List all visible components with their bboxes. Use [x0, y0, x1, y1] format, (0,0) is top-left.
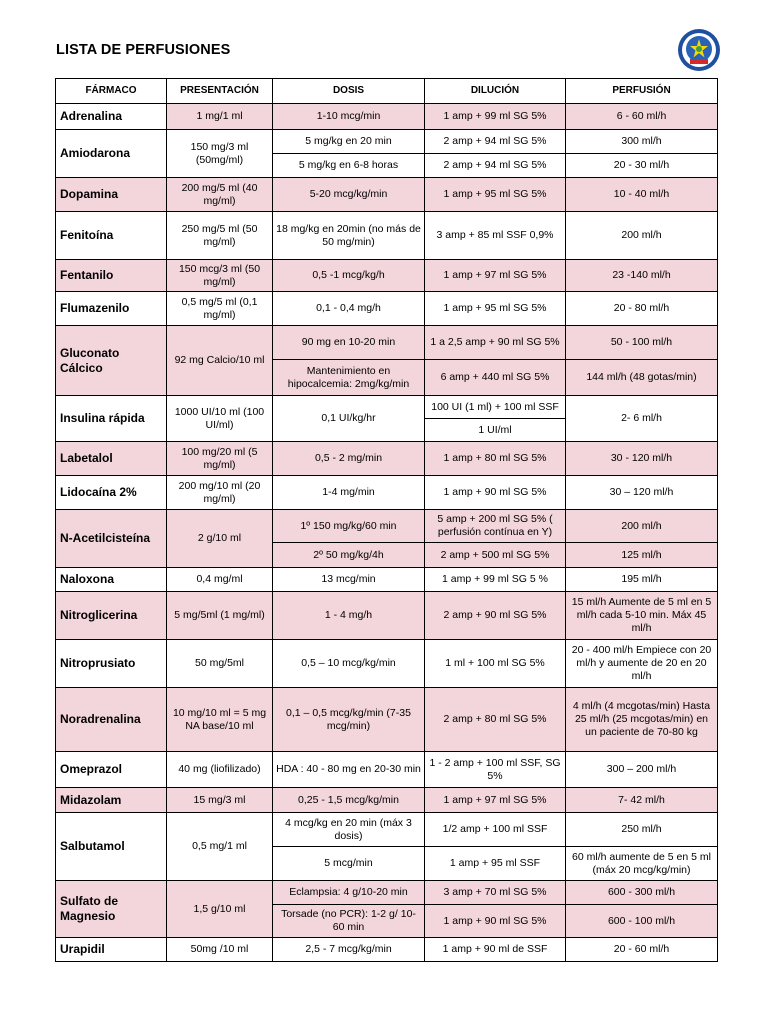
dilution-cell: 3 amp + 85 ml SSF 0,9%	[425, 212, 566, 260]
dilution-cell: 1 amp + 99 ml SG 5%	[425, 104, 566, 130]
header-dosis: DOSIS	[273, 79, 425, 104]
dose-cell: 5-20 mcg/kg/min	[273, 178, 425, 212]
drug-name: Insulina rápida	[56, 396, 167, 442]
drug-name: Fentanilo	[56, 260, 167, 292]
presentation-cell: 200 mg/10 ml (20 mg/ml)	[167, 476, 273, 510]
drug-name: Amiodarona	[56, 130, 167, 178]
dilution-cell: 2 amp + 500 ml SG 5%	[425, 543, 566, 568]
table-row	[56, 212, 718, 260]
table-row	[56, 442, 718, 476]
dilution-cell: 6 amp + 440 ml SG 5%	[425, 360, 566, 396]
drug-name: Flumazenilo	[56, 292, 167, 326]
dose-cell: 4 mcg/kg en 20 min (máx 3 dosis)	[273, 813, 425, 847]
perfusion-cell: 200 ml/h	[566, 212, 718, 260]
dilution-cell: 1 amp + 97 ml SG 5%	[425, 788, 566, 813]
dose-cell: 0,5 -1 mcg/kg/h	[273, 260, 425, 292]
perfusion-cell: 300 – 200 ml/h	[566, 752, 718, 788]
dose-cell: Torsade (no PCR): 1-2 g/ 10-60 min	[273, 905, 425, 938]
drug-name: Naloxona	[56, 568, 167, 592]
perfusion-cell: 125 ml/h	[566, 543, 718, 568]
dose-cell: 90 mg en 10-20 min	[273, 326, 425, 360]
dilution-cell: 1 - 2 amp + 100 ml SSF, SG 5%	[425, 752, 566, 788]
drug-name: Urapidil	[56, 938, 167, 962]
dose-cell: 18 mg/kg en 20min (no más de 50 mg/min)	[273, 212, 425, 260]
dose-cell: 13 mcg/min	[273, 568, 425, 592]
drug-name: Sulfato de Magnesio	[56, 881, 167, 938]
perfusion-cell: 10 - 40 ml/h	[566, 178, 718, 212]
page-title: LISTA DE PERFUSIONES	[56, 42, 231, 58]
table-row	[56, 813, 718, 847]
dose-cell: 2,5 - 7 mcg/kg/min	[273, 938, 425, 962]
dilution-cell: 1 UI/ml	[425, 419, 566, 442]
dilution-cell: 1 amp + 99 ml SG 5 %	[425, 568, 566, 592]
table-row	[56, 178, 718, 212]
perfusion-cell: 200 ml/h	[566, 510, 718, 543]
dose-cell: Eclampsia: 4 g/10-20 min	[273, 881, 425, 905]
dilution-cell: 2 amp + 94 ml SG 5%	[425, 154, 566, 178]
header-farmaco: FÁRMACO	[56, 79, 167, 104]
header-dilucion: DILUCIÓN	[425, 79, 566, 104]
dose-cell: 5 mg/kg en 20 min	[273, 130, 425, 154]
table-row	[56, 104, 718, 130]
dilution-cell: 1 amp + 95 ml SG 5%	[425, 292, 566, 326]
table-row	[56, 592, 718, 640]
presentation-cell: 2 g/10 ml	[167, 510, 273, 568]
table-row	[56, 510, 718, 543]
dose-cell: 2º 50 mg/kg/4h	[273, 543, 425, 568]
drug-name: Salbutamol	[56, 813, 167, 881]
drug-name: Midazolam	[56, 788, 167, 813]
table-row	[56, 292, 718, 326]
perfusion-cell: 6 - 60 ml/h	[566, 104, 718, 130]
drug-name: Omeprazol	[56, 752, 167, 788]
perfusion-cell: 50 - 100 ml/h	[566, 326, 718, 360]
drug-name: N-Acetilcisteína	[56, 510, 167, 568]
dilution-cell: 1 ml + 100 ml SG 5%	[425, 640, 566, 688]
drug-name: Noradrenalina	[56, 688, 167, 752]
perfusion-cell: 30 - 120 ml/h	[566, 442, 718, 476]
table-row	[56, 788, 718, 813]
presentation-cell: 150 mg/3 ml (50mg/ml)	[167, 130, 273, 178]
perfusion-cell: 20 - 80 ml/h	[566, 292, 718, 326]
drug-name: Lidocaína 2%	[56, 476, 167, 510]
dose-cell: 0,1 - 0,4 mg/h	[273, 292, 425, 326]
header-presentacion: PRESENTACIÓN	[167, 79, 273, 104]
perfusion-cell: 20 - 400 ml/h Empiece con 20 ml/h y aumente de 20 en 20 ml/h	[566, 640, 718, 688]
drug-name: Nitroglicerina	[56, 592, 167, 640]
perfusion-cell: 600 - 100 ml/h	[566, 905, 718, 938]
perfusion-cell: 23 -140 ml/h	[566, 260, 718, 292]
dilution-cell: 1/2 amp + 100 ml SSF	[425, 813, 566, 847]
table-row	[56, 568, 718, 592]
dose-cell: 0,1 – 0,5 mcg/kg/min (7-35 mcg/min)	[273, 688, 425, 752]
presentation-cell: 200 mg/5 ml (40 mg/ml)	[167, 178, 273, 212]
perfusion-cell: 30 – 120 ml/h	[566, 476, 718, 510]
presentation-cell: 0,4 mg/ml	[167, 568, 273, 592]
dilution-cell: 1 a 2,5 amp + 90 ml SG 5%	[425, 326, 566, 360]
hospital-seal-icon	[677, 28, 721, 72]
dose-cell: 0,5 – 10 mcg/kg/min	[273, 640, 425, 688]
dilution-cell: 1 amp + 90 ml SG 5%	[425, 476, 566, 510]
perfusion-cell: 20 - 60 ml/h	[566, 938, 718, 962]
drug-name: Gluconato Cálcico	[56, 326, 167, 396]
header-perfusion: PERFUSIÓN	[566, 79, 718, 104]
table-row	[56, 640, 718, 688]
presentation-cell: 50 mg/5ml	[167, 640, 273, 688]
dose-cell: 0,1 UI/kg/hr	[273, 396, 425, 442]
dose-cell: 1-10 mcg/min	[273, 104, 425, 130]
table-row	[56, 396, 718, 419]
perfusion-cell: 20 - 30 ml/h	[566, 154, 718, 178]
dose-cell: 0,5 - 2 mg/min	[273, 442, 425, 476]
presentation-cell: 100 mg/20 ml (5 mg/ml)	[167, 442, 273, 476]
dilution-cell: 1 amp + 97 ml SG 5%	[425, 260, 566, 292]
dilution-cell: 1 amp + 95 ml SSF	[425, 847, 566, 881]
dose-cell: 1-4 mg/min	[273, 476, 425, 510]
presentation-cell: 1000 UI/10 ml (100 UI/ml)	[167, 396, 273, 442]
presentation-cell: 1 mg/1 ml	[167, 104, 273, 130]
dilution-cell: 100 UI (1 ml) + 100 ml SSF	[425, 396, 566, 419]
dilution-cell: 2 amp + 80 ml SG 5%	[425, 688, 566, 752]
perfusion-cell: 60 ml/h aumente de 5 en 5 ml (máx 20 mcg/kg/min)	[566, 847, 718, 881]
perfusion-cell: 250 ml/h	[566, 813, 718, 847]
presentation-cell: 250 mg/5 ml (50 mg/ml)	[167, 212, 273, 260]
dilution-cell: 2 amp + 94 ml SG 5%	[425, 130, 566, 154]
drug-name: Nitroprusiato	[56, 640, 167, 688]
dilution-cell: 1 amp + 90 ml SG 5%	[425, 905, 566, 938]
presentation-cell: 15 mg/3 ml	[167, 788, 273, 813]
presentation-cell: 10 mg/10 ml = 5 mg NA base/10 ml	[167, 688, 273, 752]
table-row	[56, 130, 718, 154]
perfusion-cell: 300 ml/h	[566, 130, 718, 154]
table-row	[56, 326, 718, 360]
drug-name: Adrenalina	[56, 104, 167, 130]
perfusion-table	[55, 78, 718, 962]
perfusion-cell: 195 ml/h	[566, 568, 718, 592]
dilution-cell: 1 amp + 80 ml SG 5%	[425, 442, 566, 476]
dilution-cell: 1 amp + 90 ml de SSF	[425, 938, 566, 962]
perfusion-cell: 7- 42 ml/h	[566, 788, 718, 813]
drug-name: Labetalol	[56, 442, 167, 476]
perfusion-cell: 15 ml/h Aumente de 5 ml en 5 ml/h cada 5-10 min. Máx 45 ml/h	[566, 592, 718, 640]
dilution-cell: 2 amp + 90 ml SG 5%	[425, 592, 566, 640]
drug-name: Dopamina	[56, 178, 167, 212]
presentation-cell: 50mg /10 ml	[167, 938, 273, 962]
perfusion-cell: 2- 6 ml/h	[566, 396, 718, 442]
perfusion-cell: 4 ml/h (4 mcgotas/min) Hasta 25 ml/h (25 mcgotas/min) en un paciente de 70-80 kg	[566, 688, 718, 752]
presentation-cell: 0,5 mg/5 ml (0,1 mg/ml)	[167, 292, 273, 326]
dose-cell: 0,25 - 1,5 mcg/kg/min	[273, 788, 425, 813]
table-row	[56, 260, 718, 292]
drug-name: Fenitoína	[56, 212, 167, 260]
table-row	[56, 938, 718, 962]
dilution-cell: 1 amp + 95 ml SG 5%	[425, 178, 566, 212]
dilution-cell: 3 amp + 70 ml SG 5%	[425, 881, 566, 905]
table-row	[56, 688, 718, 752]
table-header-row	[56, 79, 718, 104]
dose-cell: 5 mcg/min	[273, 847, 425, 881]
dilution-cell: 5 amp + 200 ml SG 5% ( perfusión contínua en Y)	[425, 510, 566, 543]
dose-cell: 1º 150 mg/kg/60 min	[273, 510, 425, 543]
presentation-cell: 0,5 mg/1 ml	[167, 813, 273, 881]
perfusion-cell: 144 ml/h (48 gotas/min)	[566, 360, 718, 396]
presentation-cell: 5 mg/5ml (1 mg/ml)	[167, 592, 273, 640]
dose-cell: 1 - 4 mg/h	[273, 592, 425, 640]
dose-cell: 5 mg/kg en 6-8 horas	[273, 154, 425, 178]
dose-cell: Mantenimiento en hipocalcemia: 2mg/kg/min	[273, 360, 425, 396]
presentation-cell: 92 mg Calcio/10 ml	[167, 326, 273, 396]
presentation-cell: 150 mcg/3 ml (50 mg/ml)	[167, 260, 273, 292]
presentation-cell: 1,5 g/10 ml	[167, 881, 273, 938]
table-row	[56, 881, 718, 905]
table-row	[56, 752, 718, 788]
table-row	[56, 476, 718, 510]
perfusion-cell: 600 - 300 ml/h	[566, 881, 718, 905]
presentation-cell: 40 mg (liofilizado)	[167, 752, 273, 788]
dose-cell: HDA : 40 - 80 mg en 20-30 min	[273, 752, 425, 788]
